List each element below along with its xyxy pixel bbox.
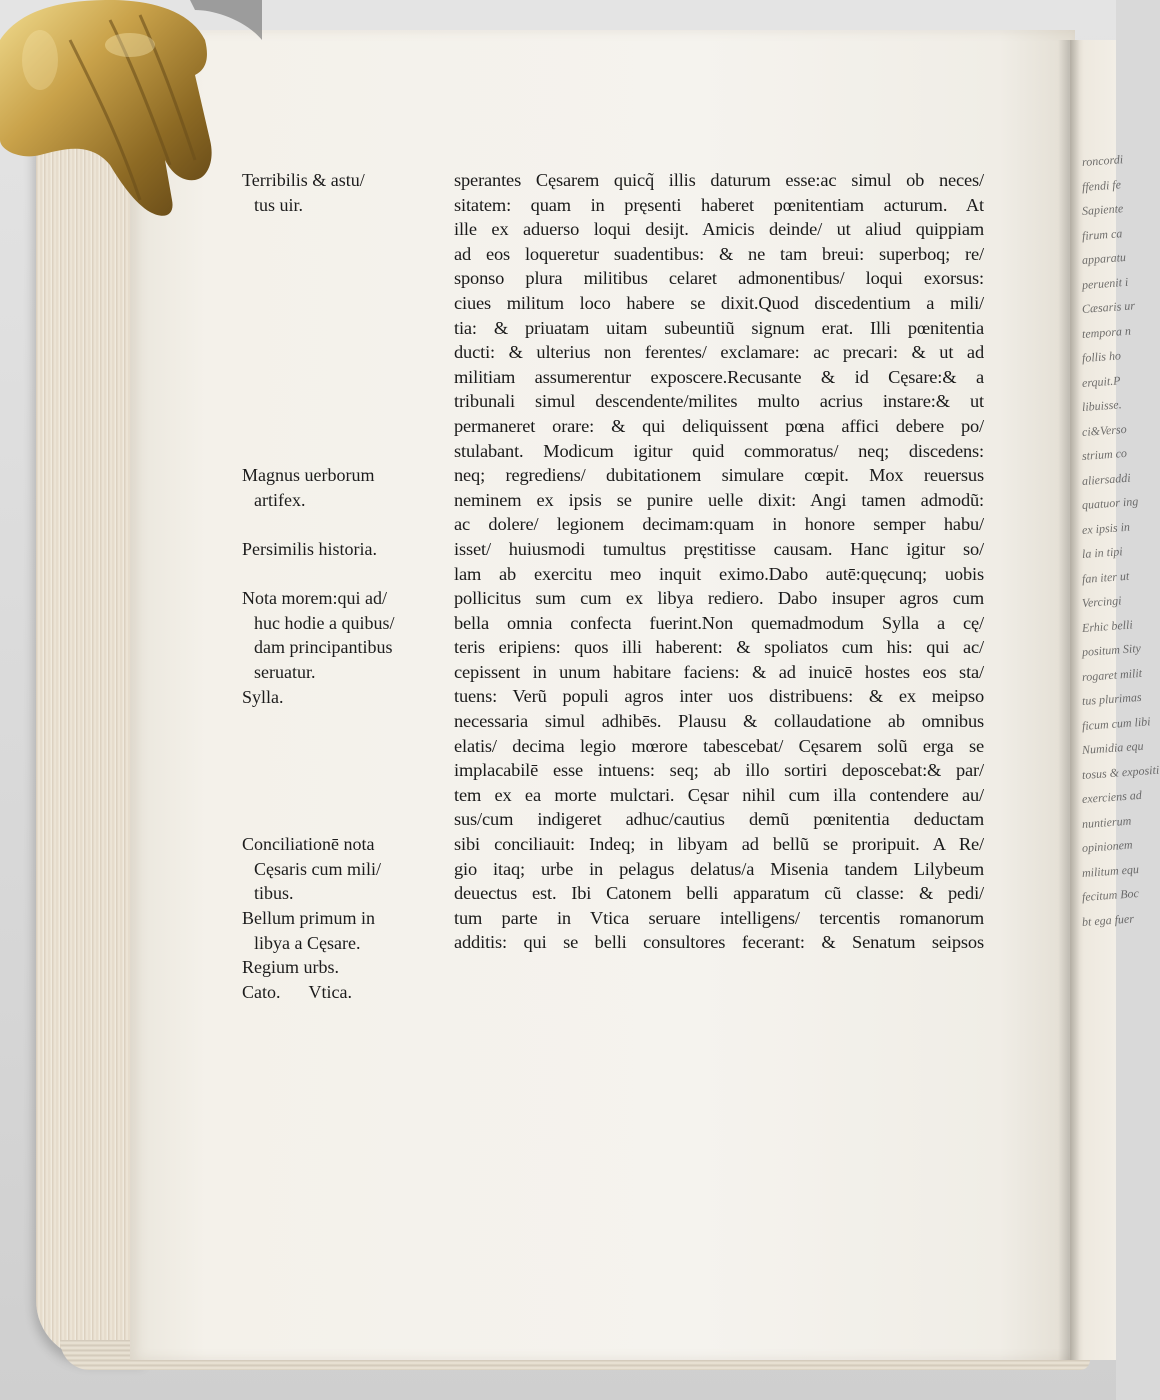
next-page-fragment: roncordi xyxy=(1081,152,1124,169)
text-line: necessaria simul adhibēs. Plausu & collaudatione ab omnibus xyxy=(454,711,984,732)
text-line: implacabilē esse intuens: seq; ab illo sortiri deposcebat:& par/ xyxy=(454,760,984,781)
next-page-fragment: tosus & expositi xyxy=(1081,762,1160,782)
text-line: sitatem: quam in pręsenti haberet pœnitentiam acturum. At xyxy=(454,194,984,215)
next-page-fragment: exerciens ad xyxy=(1081,787,1143,806)
text-line: pollicitus sum cum ex libya rediero. Dabo insuper agros cum xyxy=(454,588,984,609)
next-page-fragment: ficum cum libi xyxy=(1081,713,1151,733)
next-page-fragment: positum Sity xyxy=(1081,640,1142,659)
text-line: neq; regrediens/ dubitationem simulare cœpit. Mox reuersus xyxy=(454,465,984,486)
text-line: ducti: & ulterius non ferentes/ exclamare: ac precari: & ut ad xyxy=(454,342,984,363)
margin-note-terribilis xyxy=(242,168,452,217)
text-line: neminem ex ipsis se punire uelle dixit: Angi tamen admodũ: xyxy=(454,489,984,510)
next-page-fragment: fecitum Boc xyxy=(1081,886,1140,904)
text-line: cepissent in unum habitare faciens: & ad inuicē hostes eos sta/ xyxy=(454,661,984,682)
text-line: deuectus est. Ibi Catonem belli apparatum cũ classe: & pedi/ xyxy=(454,883,984,904)
margin-note-nota xyxy=(242,586,452,684)
next-page-fragment: follis ho xyxy=(1081,348,1122,365)
margin-note-line: huc hodie a quibus/ xyxy=(254,612,395,633)
next-page-fragment: aliersaddi xyxy=(1081,470,1132,488)
text-line: ille ex aduerso loqui desijt. Amicis deinde/ ut aliud quippiam xyxy=(454,219,984,240)
next-page-fragment: bt ega fuer xyxy=(1081,910,1135,929)
next-page-text xyxy=(1081,150,1160,934)
next-page-fragment: tus plurimas xyxy=(1081,689,1143,708)
next-page-fragment: firum ca xyxy=(1081,225,1123,243)
margin-note-persimilis xyxy=(242,537,452,562)
text-line: ad eos loqueretur suadentibus: & ne tam breui: superboq; re/ xyxy=(454,243,984,264)
next-page-fragment: fan iter ut xyxy=(1081,568,1130,586)
next-page-fragment: Vercingi xyxy=(1081,593,1122,610)
text-line: gio itaq; urbe in pelagus delatus/a Misenia tandem Lilybeum xyxy=(454,858,984,879)
text-line: sibi conciliauit: Indeq; in libyam ad bellũ se proripuit. A Re/ xyxy=(454,834,984,855)
margin-note-line: Persimilis historia. xyxy=(242,539,377,559)
text-line: tum parte in Vtica seruare intelligens/ tercentis romanorum xyxy=(454,907,984,928)
margin-note-line: libya a Cęsare. xyxy=(254,932,361,953)
margin-note-left: Cato. xyxy=(242,981,281,1002)
next-page-fragment: apparatu xyxy=(1081,249,1127,267)
next-page-fragment: militum equ xyxy=(1081,861,1140,880)
next-page-fragment: erquit.P xyxy=(1081,372,1121,390)
next-page-fragment: tempora n xyxy=(1081,323,1132,341)
text-line: stulabant. Modicum igitur quid commoratus/ neq; discedens: xyxy=(454,440,984,461)
text-line: isset/ huiusmodi tumultus pręstitisse causam. Hanc igitur so/ xyxy=(454,538,984,559)
margin-note-line: Nota morem:qui ad/ xyxy=(242,588,387,609)
next-page-fragment: Erhic belli xyxy=(1081,616,1134,635)
main-text-block xyxy=(454,168,984,955)
margin-note-line: Magnus uerborum xyxy=(242,465,375,486)
text-line: elatis/ decima legio mœrore tabescebat/ Cęsarem solũ erga se xyxy=(454,735,984,756)
text-line: permaneret orare: & qui deliquissent pœna affici debere po/ xyxy=(454,415,984,436)
gutter-shadow xyxy=(1058,40,1080,1360)
text-line: sus/cum indigeret adhuc/cautius demũ pœnitentia deductam xyxy=(454,809,984,830)
next-page-fragment: nuntierum xyxy=(1081,813,1132,831)
text-line: sponso plura militibus celaret admonentibus/ loqui exorsus: xyxy=(454,268,984,289)
margin-note-line: tus uir. xyxy=(254,194,304,215)
text-line: additis: qui se belli consultores fecerant: & Senatum seipsos xyxy=(454,932,984,953)
text-line: lam ab exercitu meo inquit eximo.Dabo autē:quęcunq; uobis xyxy=(454,563,984,584)
margin-note-conciliatione xyxy=(242,832,452,906)
text-line: tia: & priuatam uitam subeuntiũ signum erat. Illi pœnitentia xyxy=(454,317,984,338)
margin-note-bellum xyxy=(242,906,452,955)
next-page-fragment: rogaret milit xyxy=(1081,665,1143,684)
margin-note-line: dam principantibus xyxy=(254,637,393,658)
next-page-fragment: la in tipi xyxy=(1081,544,1124,561)
margin-note-line: Cęsaris cum mili/ xyxy=(254,858,381,879)
next-page-fragment: Numidia equ xyxy=(1081,738,1144,757)
next-page-fragment: ex ipsis in xyxy=(1081,519,1131,537)
next-page-fragment: quatuor ing xyxy=(1081,494,1139,512)
text-line: militiam assumerentur exposcere.Recusante & id Cęsare:& a xyxy=(454,366,984,387)
margin-note-line: Terribilis & astu/ xyxy=(242,170,365,190)
text-line: tribunali simul descendente/milites multo acrius instare:& ut xyxy=(454,391,984,412)
margin-note-line: Conciliationē nota xyxy=(242,834,375,855)
margin-note-line: seruatur. xyxy=(254,661,316,682)
text-line: bella omnia confecta fuerint.Non quemadmodum Sylla a cę/ xyxy=(454,612,984,633)
next-page-fragment: ci&Verso xyxy=(1081,421,1128,439)
text-line: teris eripiens: quos illi haberent: & spoliatos cum his: qui ac/ xyxy=(454,637,984,658)
next-page-fragment: peruenit i xyxy=(1081,274,1129,292)
next-page-fragment: opinionem xyxy=(1081,837,1134,855)
next-page-fragment: strium co xyxy=(1081,445,1128,463)
text-line: ciues militum loco habere se dixit.Quod discedentium a mili/ xyxy=(454,292,984,313)
margin-note-right: Vtica. xyxy=(308,981,352,1002)
margin-note-line: Bellum primum in xyxy=(242,908,375,928)
margin-note-line: artifex. xyxy=(254,489,306,510)
next-page-fragment: ffendi fe xyxy=(1081,176,1122,194)
margin-note-magnus xyxy=(242,463,452,512)
margin-note-line: Regium urbs. xyxy=(242,957,339,978)
text-line: tuens: Verũ populi agros inter uos distribuens: & ex meipso xyxy=(454,686,984,707)
text-line: ac dolere/ legionem decimam:quam in honore semper habu/ xyxy=(454,514,984,535)
next-page-fragment: Cæsaris ur xyxy=(1081,298,1136,316)
gilt-hand-icon xyxy=(0,0,230,230)
margin-note-line: tibus. xyxy=(254,883,294,904)
margin-note-cato xyxy=(242,980,452,1005)
text-line: tem ex ea morte mulctari. Cęsar nihil cum illa contendere au/ xyxy=(454,784,984,805)
margin-note-line: Sylla. xyxy=(242,686,284,707)
next-page-fragment: libuisse. xyxy=(1081,397,1123,414)
next-page-fragment: Sapiente xyxy=(1081,201,1124,218)
margin-note-sylla xyxy=(242,685,452,710)
text-line: sperantes Cęsarem quicq̃ illis daturum esse:ac simul ob neces/ xyxy=(454,170,984,190)
margin-note-regium xyxy=(242,955,452,980)
